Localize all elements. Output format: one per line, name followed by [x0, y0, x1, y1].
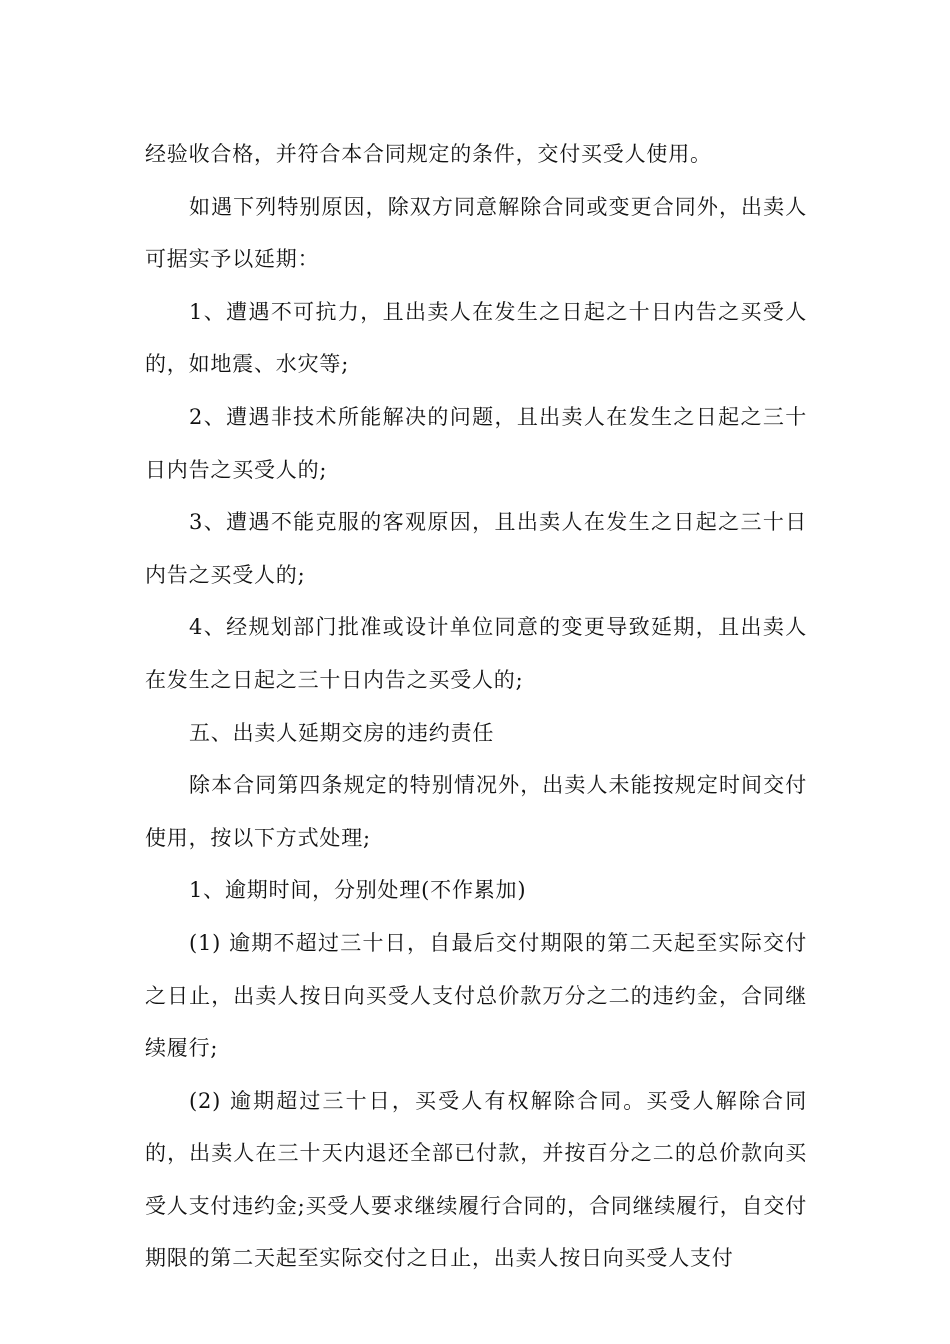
paragraph: (2) 逾期超过三十日，买受人有权解除合同。买受人解除合同的，出卖人在三十天内退还全部已付款，并按百分之二的总价款向买受人支付违约金;买受人要求继续履行合同的，合同继续履行，自交付期限的第二天起至实际交付之日止，出卖人按日向买受人支付 — [145, 1088, 807, 1271]
paragraph: 1、逾期时间，分别处理(不作累加) — [189, 878, 527, 903]
section-heading: 五、出卖人延期交房的违约责任 — [189, 720, 495, 745]
paragraph: 如遇下列特别原因，除双方同意解除合同或变更合同外，出卖人可据实予以延期： — [145, 194, 807, 272]
paragraph: 1、遭遇不可抗力，且出卖人在发生之日起之十日内告之买受人的，如地震、水灾等; — [145, 299, 807, 377]
paragraph: 3、遭遇不能克服的客观原因，且出卖人在发生之日起之三十日内告之买受人的; — [145, 510, 807, 587]
paragraph: 2、遭遇非技术所能解决的问题，且出卖人在发生之日起之三十日内告之买受人的; — [145, 404, 807, 482]
paragraph: 经验收合格，并符合本合同规定的条件，交付买受人使用。 — [145, 142, 712, 166]
document-body — [145, 128, 807, 1285]
paragraph: (1) 逾期不超过三十日，自最后交付期限的第二天起至实际交付之日止，出卖人按日向买受人支付总价款万分之二的违约金，合同继续履行; — [145, 930, 807, 1061]
paragraph: 除本合同第四条规定的特别情况外，出卖人未能按规定时间交付使用，按以下方式处理; — [145, 773, 807, 850]
paragraph: 4、经规划部门批准或设计单位同意的变更导致延期，且出卖人在发生之日起之三十日内告之买受人的; — [145, 615, 807, 692]
